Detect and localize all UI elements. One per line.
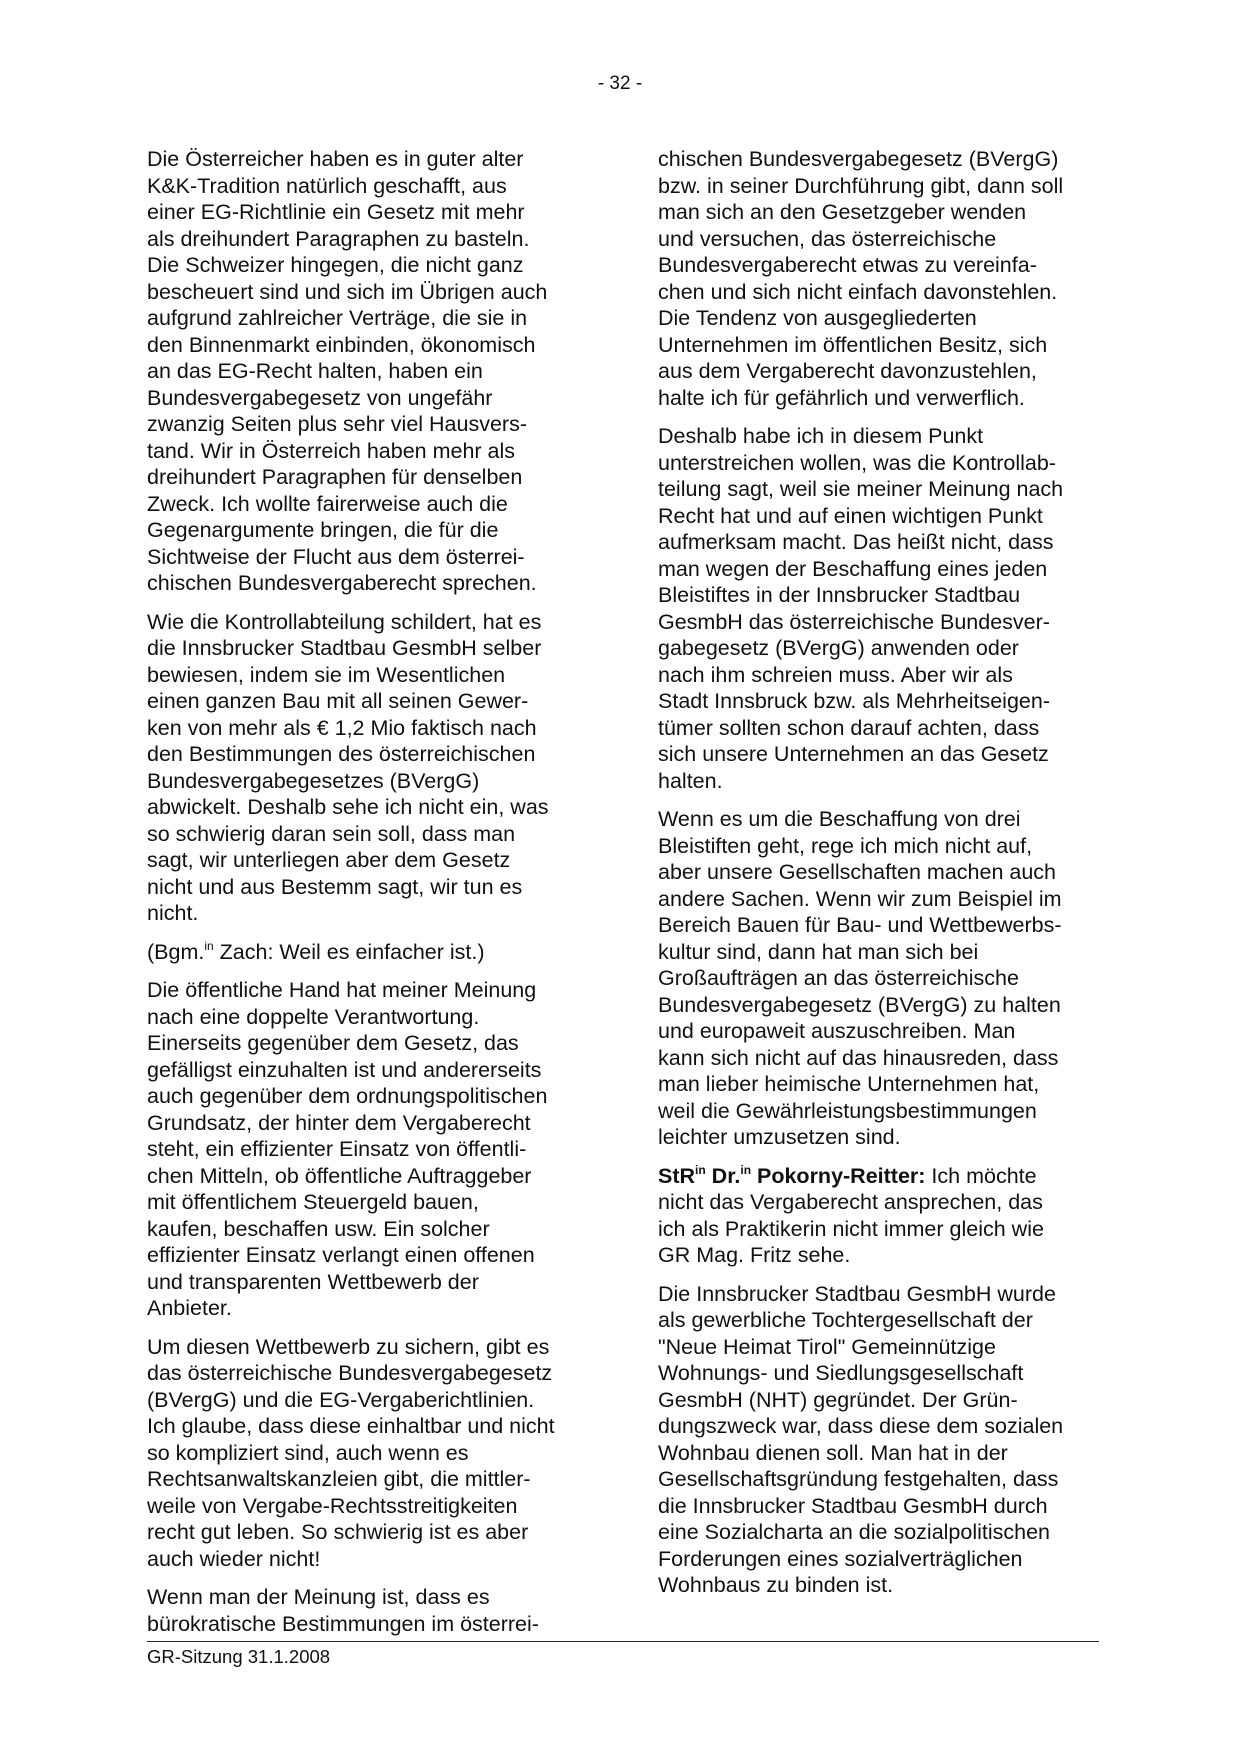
text-line: Bereich Bauen für Bau- und Wettbewerbs- bbox=[658, 913, 1062, 937]
text-line: sich unsere Unternehmen an das Gesetz bbox=[658, 742, 1049, 766]
text-line: Ich glaube, dass diese einhaltbar und nicht bbox=[147, 1414, 555, 1438]
text-line: Stadt Innsbruck bzw. als Mehrheitseigen- bbox=[658, 689, 1050, 713]
text-line: die Innsbrucker Stadtbau GesmbH durch bbox=[658, 1493, 1048, 1518]
paragraph bbox=[658, 423, 1102, 794]
text-line: Gesellschaftsgründung festgehalten, dass bbox=[658, 1467, 1059, 1491]
text-line: Zweck. Ich wollte fairerweise auch die bbox=[147, 491, 508, 516]
text-line: man wegen der Beschaffung eines jeden bbox=[658, 556, 1048, 581]
text-line: nach eine doppelte Verantwortung. bbox=[147, 1004, 480, 1029]
text-line: als gewerbliche Tochtergesellschaft der bbox=[658, 1308, 1033, 1332]
text-line: GesmbH das österreichische Bundesver- bbox=[658, 609, 1050, 634]
text-line: recht gut leben. So schwierig ist es aber bbox=[147, 1520, 529, 1544]
text-line: nicht. bbox=[147, 901, 199, 925]
footer: GR-Sitzung 31.1.2008 bbox=[147, 1646, 331, 1667]
text-line: Wie die Kontrollabteilung schildert, hat es bbox=[147, 609, 542, 634]
page-number: - 32 - bbox=[597, 73, 643, 94]
text-line: Anbieter. bbox=[147, 1296, 232, 1320]
text-line: sagt, wir unterliegen aber dem Gesetz bbox=[147, 848, 511, 872]
text-line: als dreihundert Paragraphen zu basteln. bbox=[147, 226, 530, 251]
text-line: so schwierig daran sein soll, dass man bbox=[147, 821, 516, 846]
text-line: Bundesvergabegesetz (BVergG) zu halten bbox=[658, 992, 1061, 1017]
text-line: GesmbH (NHT) gegründet. Der Grün- bbox=[658, 1387, 1018, 1412]
text-line: Sichtweise der Flucht aus dem österrei- bbox=[147, 544, 525, 569]
text-line: so kompliziert sind, auch wenn es bbox=[147, 1440, 469, 1465]
text-line: Die öffentliche Hand hat meiner Meinung bbox=[147, 978, 537, 1002]
text-line: kultur sind, dann hat man sich bei bbox=[658, 939, 979, 964]
text-line: Forderungen eines sozialverträglichen bbox=[658, 1546, 1023, 1571]
text-line: an das EG-Recht halten, haben ein bbox=[147, 359, 483, 383]
text-line: chen und sich nicht einfach davonstehlen. bbox=[658, 279, 1058, 304]
text-line: Wohnungs- und Siedlungsgesellschaft bbox=[658, 1361, 1024, 1385]
text-line: (BVergG) und die EG-Vergaberichtlinien. bbox=[147, 1387, 535, 1412]
text-line: Gegenargumente bringen, die für die bbox=[147, 518, 499, 542]
text-line: unterstreichen wollen, was die Kontrollab- bbox=[658, 450, 1056, 475]
text-line: einen ganzen Bau mit all seinen Gewer- bbox=[147, 689, 529, 713]
text-line: Wenn es um die Beschaffung von drei bbox=[658, 807, 1021, 831]
text-line: weile von Vergabe-Rechtsstreitigkeiten bbox=[147, 1493, 518, 1518]
text-line: gabegesetz (BVergG) anwenden oder bbox=[658, 636, 1019, 660]
text-line: und versuchen, das österreichische bbox=[658, 226, 997, 251]
text-line: auch wieder nicht! bbox=[147, 1546, 321, 1571]
text-line: chischen Bundesvergabegesetz (BVergG) bbox=[658, 147, 1059, 171]
paragraph bbox=[658, 806, 1102, 1151]
text-line: halten. bbox=[658, 768, 723, 793]
text-line: auch gegenüber dem ordnungspolitischen bbox=[147, 1084, 548, 1108]
interjection: (Bgm.$^{in}$ Zach: Weil es einfacher ist.) bbox=[147, 938, 485, 964]
text-line: tümer sollten schon darauf achten, dass bbox=[658, 715, 1040, 740]
text-line: nach ihm schreien muss. Aber wir als bbox=[658, 662, 1013, 687]
text-line: tand. Wir in Österreich haben mehr als bbox=[147, 438, 516, 463]
text-line: man lieber heimische Unternehmen hat, bbox=[658, 1072, 1040, 1096]
text-line: weil die Gewährleistungsbestimmungen bbox=[658, 1098, 1037, 1123]
text-line: Um diesen Wettbewerb zu sichern, gibt es bbox=[147, 1334, 550, 1359]
text-line: Grundsatz, der hinter dem Vergaberecht bbox=[147, 1110, 531, 1135]
paragraph bbox=[147, 146, 591, 597]
text-line: kann sich nicht auf das hinausreden, dass bbox=[658, 1045, 1059, 1070]
text-line: Einerseits gegenüber dem Gesetz, das bbox=[147, 1031, 519, 1055]
text-line: halte ich für gefährlich und verwerflich. bbox=[658, 385, 1025, 410]
text-line: aufgrund zahlreicher Verträge, die sie in bbox=[147, 306, 528, 330]
text-line: Wohnbaus zu binden ist. bbox=[658, 1573, 894, 1597]
text-line: effizienter Einsatz verlangt einen offenen bbox=[147, 1243, 535, 1267]
text-line: das österreichische Bundesvergabegesetz bbox=[147, 1361, 553, 1385]
text-line: andere Sachen. Wenn wir zum Beispiel im bbox=[658, 886, 1062, 911]
text-line: bzw. in seiner Durchführung gibt, dann soll bbox=[658, 173, 1064, 198]
text-line: teilung sagt, weil sie meiner Meinung nach bbox=[658, 477, 1064, 501]
text-line: Deshalb habe ich in diesem Punkt bbox=[658, 424, 984, 448]
text-line: leichter umzusetzen sind. bbox=[658, 1125, 901, 1149]
text-line: Bleistiften geht, rege ich mich nicht auf, bbox=[658, 833, 1033, 858]
text-line: Wenn man der Meinung ist, dass es bbox=[147, 1585, 490, 1609]
text-line: aufmerksam macht. Das heißt nicht, dass bbox=[658, 530, 1054, 554]
paragraph bbox=[147, 1584, 591, 1637]
text-line: die Innsbrucker Stadtbau GesmbH selber bbox=[147, 636, 542, 660]
text-line: bewiesen, indem sie im Wesentlichen bbox=[147, 662, 506, 687]
footer-rule bbox=[147, 1641, 1099, 1642]
text-line: den Binnenmarkt einbinden, ökonomisch bbox=[147, 332, 536, 357]
text-line: dungszweck war, dass diese dem sozialen bbox=[658, 1414, 1064, 1438]
paragraph bbox=[658, 1281, 1102, 1599]
text-line: kaufen, beschaffen usw. Ein solcher bbox=[147, 1216, 490, 1241]
text-line: aus dem Vergaberecht davonzustehlen, bbox=[658, 359, 1037, 383]
text-line: und transparenten Wettbewerb der bbox=[147, 1269, 479, 1294]
text-line: Bundesvergabegesetz von ungefähr bbox=[147, 385, 493, 410]
right-column bbox=[658, 146, 1102, 1599]
paragraph bbox=[147, 977, 591, 1322]
text-line: Die Österreicher haben es in guter alter bbox=[147, 147, 524, 171]
text-line: abwickelt. Deshalb sehe ich nicht ein, was bbox=[147, 795, 549, 819]
text-line: dreihundert Paragraphen für denselben bbox=[147, 465, 523, 489]
speaker-name: StR$^{in}$ Dr.$^{in}$ Pokorny-Reitter: bbox=[658, 1162, 926, 1188]
left-column bbox=[147, 146, 591, 1637]
text-line: bürokratische Bestimmungen im österrei- bbox=[147, 1611, 539, 1636]
paragraph bbox=[658, 146, 1102, 411]
text-line: chen Mitteln, ob öffentliche Auftraggeber bbox=[147, 1163, 532, 1188]
text-line: Recht hat und auf einen wichtigen Punkt bbox=[658, 503, 1043, 528]
text-line: einer EG-Richtlinie ein Gesetz mit mehr bbox=[147, 200, 525, 224]
text-line: "Neue Heimat Tirol" Gemeinnützige bbox=[658, 1334, 996, 1359]
text-line: eine Sozialcharta an die sozialpolitischen bbox=[658, 1520, 1051, 1544]
paragraph bbox=[147, 609, 591, 927]
text-line: Bundesvergaberecht etwas zu vereinfa- bbox=[658, 253, 1037, 277]
text-line: Unternehmen im öffentlichen Besitz, sich bbox=[658, 332, 1048, 357]
text-line: bescheuert sind und sich im Übrigen auch bbox=[147, 279, 548, 304]
paragraph bbox=[147, 1334, 591, 1573]
text-line: mit öffentlichem Steuergeld bauen, bbox=[147, 1190, 479, 1214]
text-line: Die Innsbrucker Stadtbau GesmbH wurde bbox=[658, 1281, 1056, 1306]
text-line: den Bestimmungen des österreichischen bbox=[147, 742, 536, 766]
text-line: Bleistiftes in der Innsbrucker Stadtbau bbox=[658, 583, 1021, 607]
text-line: Die Tendenz von ausgegliederten bbox=[658, 306, 977, 330]
text-line: und europaweit auszuschreiben. Man bbox=[658, 1019, 1016, 1043]
text-line: aber unsere Gesellschaften machen auch bbox=[658, 860, 1056, 884]
text-line: Die Schweizer hingegen, die nicht ganz bbox=[147, 253, 524, 277]
text-line: Rechtsanwaltskanzleien gibt, die mittler- bbox=[147, 1467, 531, 1491]
text-line: chischen Bundesvergaberecht sprechen. bbox=[147, 571, 537, 595]
text-line: K&K-Tradition natürlich geschafft, aus bbox=[147, 173, 507, 198]
speaker-paragraph: StR$^{in}$ Dr.$^{in}$ Pokorny-Reitter: Ich möchte nicht das Vergaberecht ansprechen, das ich als Praktikerin nicht immer gleich wie GR Mag. Fritz sehe. bbox=[658, 1162, 1044, 1267]
text-line: Bundesvergabegesetzes (BVergG) bbox=[147, 768, 480, 793]
text-line: zwanzig Seiten plus sehr viel Hausvers- bbox=[147, 412, 527, 436]
text-line: Großaufträgen an das österreichische bbox=[658, 966, 1019, 990]
text-line: nicht und aus Bestemm sagt, wir tun es bbox=[147, 874, 523, 899]
text-line: man sich an den Gesetzgeber wenden bbox=[658, 200, 1027, 224]
text-line: gefälligst einzuhalten ist und andererseits bbox=[147, 1057, 542, 1082]
text-line: Wohnbau dienen soll. Man hat in der bbox=[658, 1440, 1008, 1465]
text-line: steht, ein effizienter Einsatz von öffentli- bbox=[147, 1137, 527, 1161]
text-line: ken von mehr als € 1,2 Mio faktisch nach bbox=[147, 715, 537, 740]
